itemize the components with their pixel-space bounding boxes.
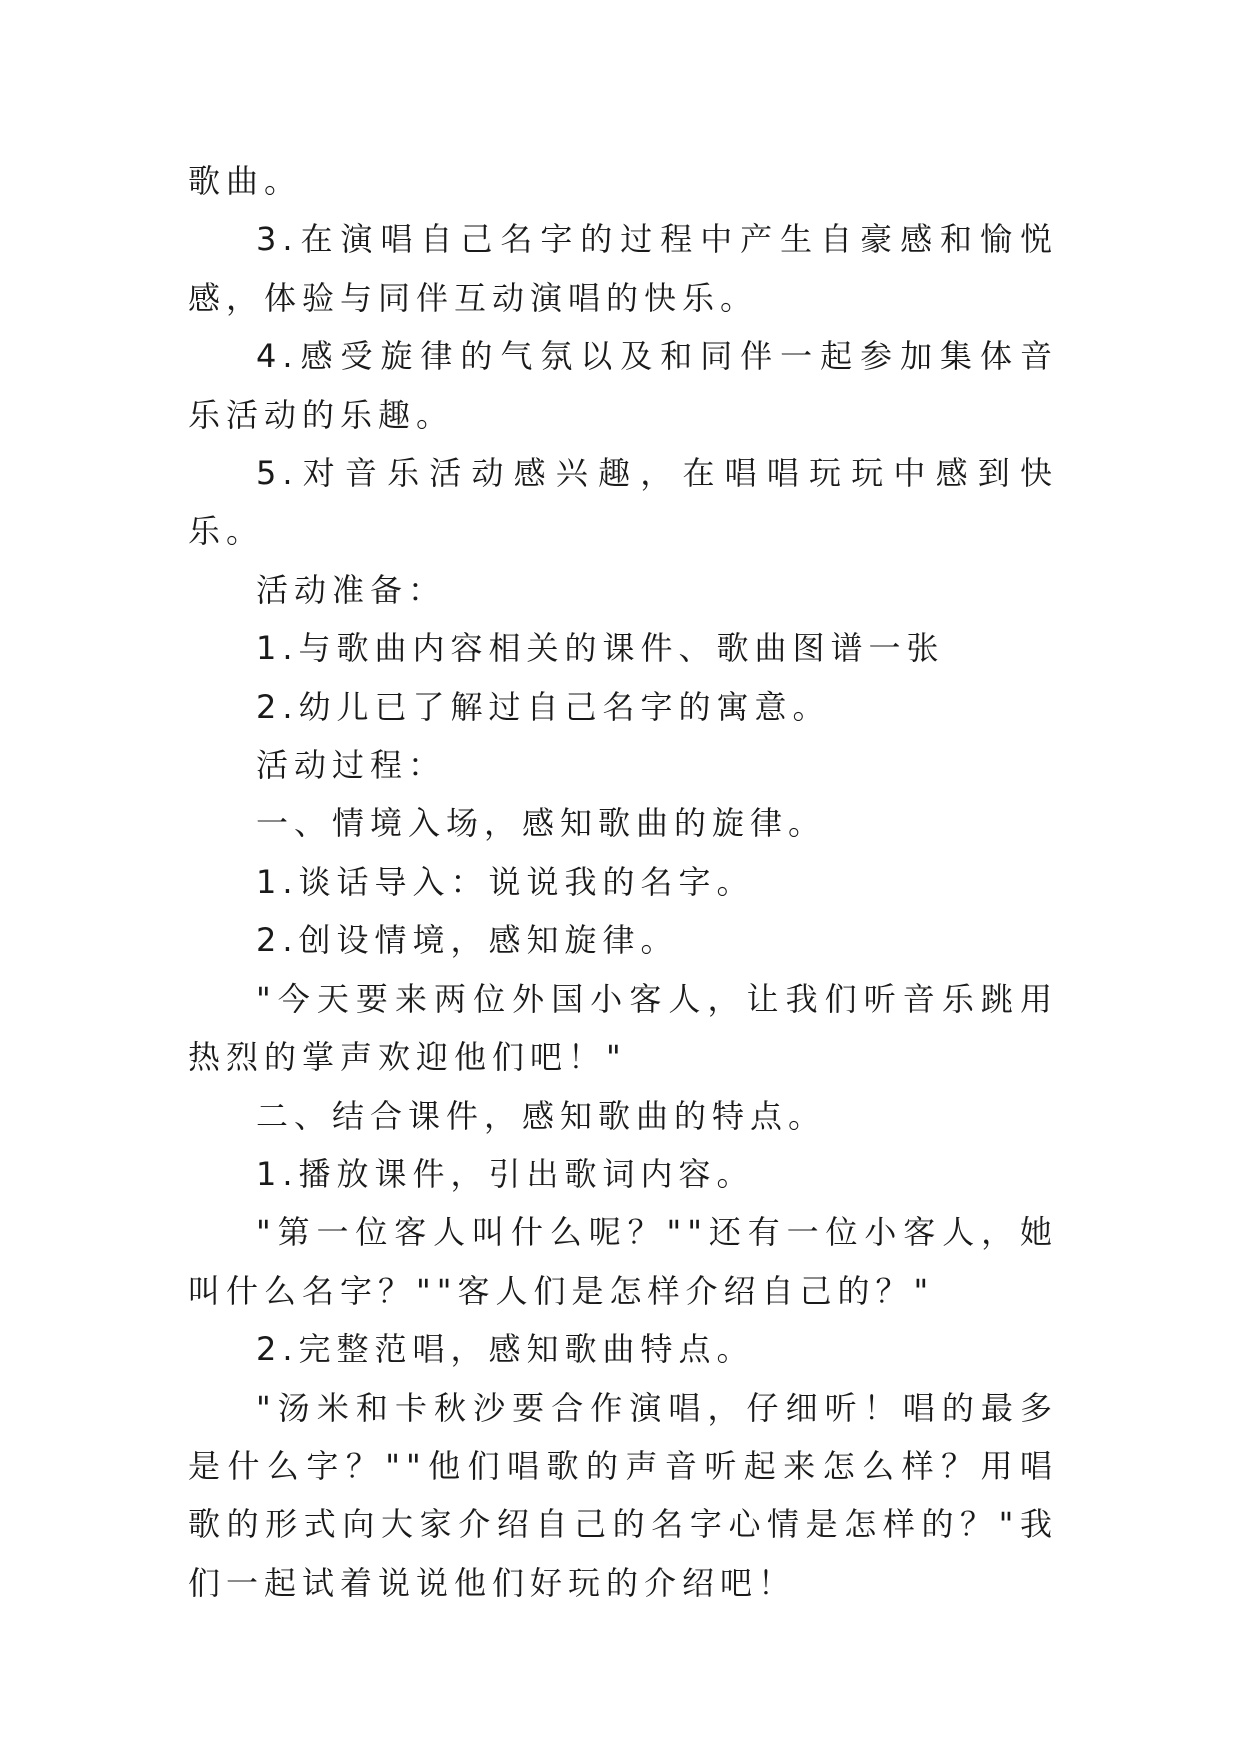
quote-paragraph: "第一位客人叫什么呢？""还有一位小客人，她叫什么名字？""客人们是怎样介绍自己的？" — [188, 1213, 1058, 1310]
quote-paragraph: "汤米和卡秋沙要合作演唱，仔细听！唱的最多是什么字？""他们唱歌的声音听起来怎么样？用唱歌的形式向大家介绍自己的名字心情是怎样的？"我们一起试着说说他们好玩的介绍吧！ — [188, 1388, 1058, 1602]
quote-paragraph: "今天要来两位外国小客人，让我们听音乐跳用热烈的掌声欢迎他们吧！" — [188, 979, 1058, 1077]
section-heading-preparation: 活动准备： — [256, 570, 447, 609]
preparation-item-2: 2.幼儿已了解过自己名字的寓意。 — [256, 687, 831, 726]
process-substep: 2.创设情境，感知旋律。 — [256, 921, 679, 960]
process-step-2-heading: 二、结合课件，感知歌曲的特点。 — [256, 1096, 827, 1135]
preparation-item-1: 1.与歌曲内容相关的课件、歌曲图谱一张 — [256, 629, 945, 668]
section-heading-process: 活动过程： — [256, 746, 447, 785]
paragraph-continuation: 歌曲。 — [188, 162, 303, 200]
goal-item-3: 3.在演唱自己名字的过程中产生自豪感和愉悦感，体验与同伴互动演唱的快乐。 — [188, 220, 1058, 317]
process-substep: 1.播放课件，引出歌词内容。 — [256, 1154, 755, 1193]
process-step-1-heading: 一、情境入场，感知歌曲的旋律。 — [256, 804, 827, 843]
goal-item-4: 4.感受旋律的气氛以及和同伴一起参加集体音乐活动的乐趣。 — [188, 337, 1058, 434]
process-substep: 1.谈话导入：说说我的名字。 — [256, 862, 755, 901]
process-substep: 2.完整范唱，感知歌曲特点。 — [256, 1330, 755, 1369]
document-body — [188, 152, 1058, 1612]
goal-item-5: 5.对音乐活动感兴趣，在唱唱玩玩中感到快乐。 — [188, 454, 1058, 551]
